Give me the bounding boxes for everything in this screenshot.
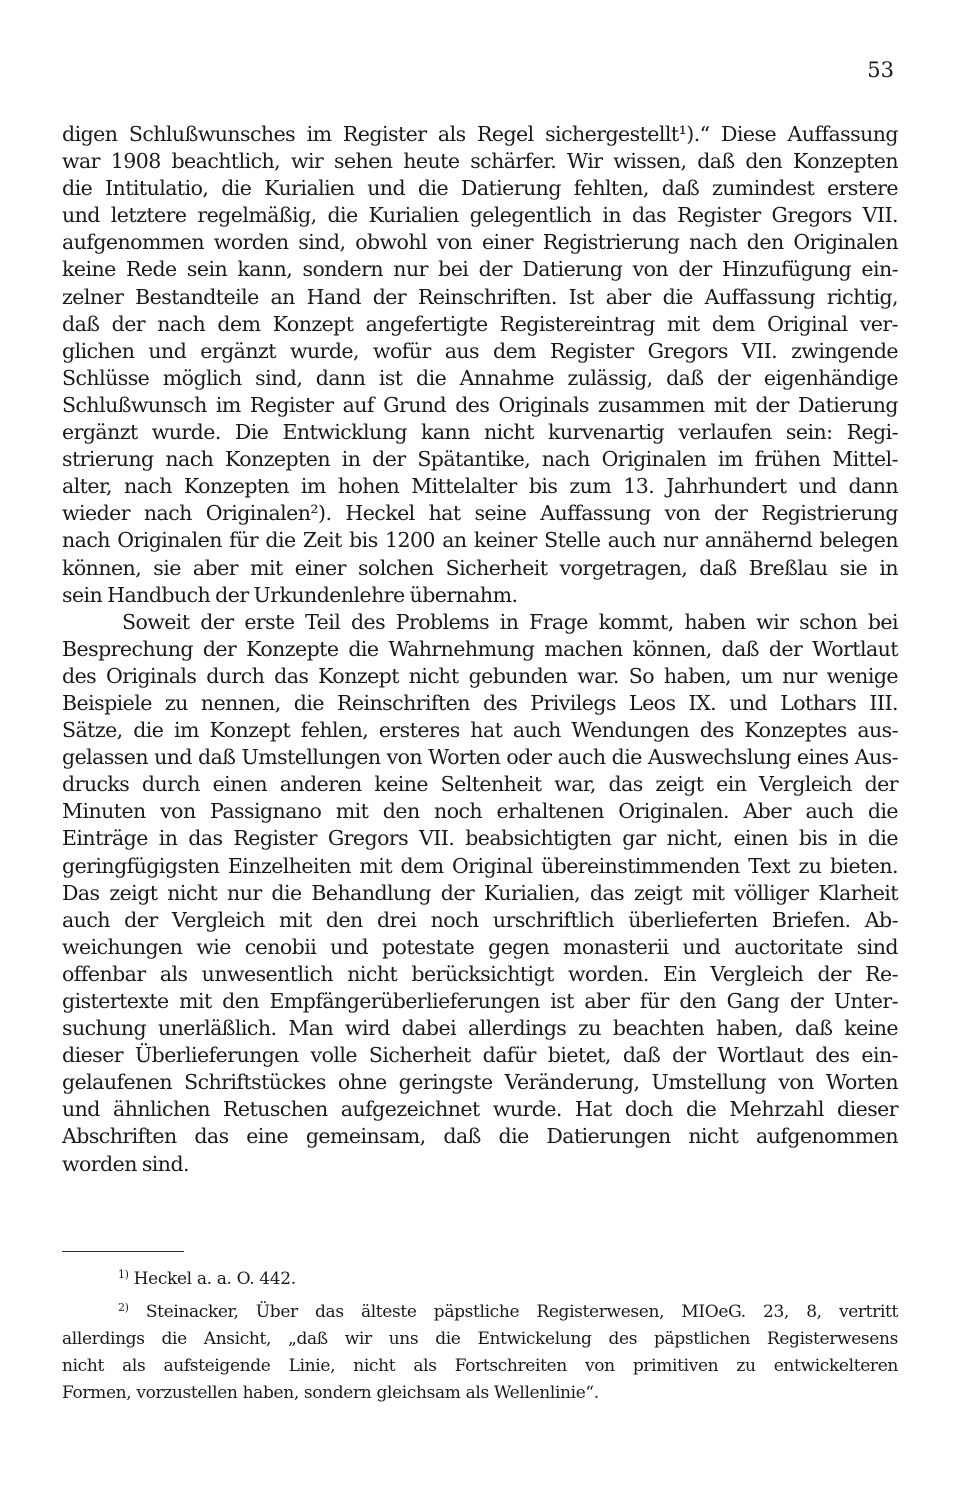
text-line: Besprechung der Konzepte die Wahrnehmung machen können, daß der Wortlaut [62, 636, 898, 661]
footnote-line: Formen, vorzustellen haben, sondern gleichsam als Wellenlinie“. [62, 1383, 599, 1403]
footnote-marker: 1) [118, 1268, 129, 1281]
text-line: Schlüsse möglich sind, dann ist die Annahme zulässig, daß der eigenhändige [62, 365, 898, 390]
text-line: worden sind. [62, 1151, 189, 1176]
text-line: Abschriften das eine gemeinsam, daß die Datierungen nicht aufgenommen [62, 1124, 898, 1149]
text-line: keine Rede sein kann, sondern nur bei der Datierung von der Hinzufügung ein- [62, 257, 898, 282]
footnote-marker: 2) [118, 1301, 129, 1314]
text-line: drucks durch einen anderen keine Seltenheit war, das zeigt ein Vergleich der [62, 772, 898, 797]
text-line: alter, nach Konzepten im hohen Mittelalter bis zum 13. Jahrhundert und dann [62, 474, 898, 499]
text-line: gistertexte mit den Empfängerüberlieferungen ist aber für den Gang der Unter- [62, 989, 898, 1013]
text-line: digen Schlußwunsches im Register als Regel sichergestellt¹).“ Diese Auffassung [62, 122, 898, 146]
text-line: geringfügigsten Einzelheiten mit dem Original übereinstimmenden Text zu bieten. [62, 853, 898, 878]
text-line: glichen und ergänzt wurde, wofür aus dem Register Gregors VII. zwingende [62, 338, 898, 363]
text-line: zelner Bestandteile an Hand der Reinschriften. Ist aber die Auffassung richtig, [62, 284, 898, 309]
footnote-line: allerdings die Ansicht, „daß wir uns die Entwickelung des päpstlichen Registerwesens [62, 1329, 898, 1349]
text-line: aufgenommen worden sind, obwohl von einer Registrierung nach den Originalen [62, 230, 898, 255]
text-line: sein Handbuch der Urkundenlehre übernahm. [62, 582, 518, 607]
text-line: Beispiele zu nennen, die Reinschriften des Privilegs Leos IX. und Lothars III. [62, 690, 898, 715]
text-line: dieser Überlieferungen volle Sicherheit dafür bietet, daß der Wortlaut des ein- [62, 1043, 898, 1068]
text-line: gelaufenen Schriftstückes ohne geringste Veränderung, Umstellung von Worten [62, 1070, 898, 1095]
text-line: daß der nach dem Konzept angefertigte Registereintrag mit dem Original ver- [62, 311, 898, 336]
main-text [62, 121, 898, 1178]
text-line: Minuten von Passignano mit den noch erhaltenen Originalen. Aber auch die [62, 799, 898, 824]
footnote-2 [62, 1299, 898, 1326]
text-line: können, sie aber mit einer solchen Sicherheit vorgetragen, daß Breßlau sie in [62, 555, 898, 580]
text-line: des Originals durch das Konzept nicht gebunden war. So haben, um nur wenige [62, 663, 898, 688]
text-line: und letztere regelmäßig, die Kurialien gelegentlich in das Register Gregors VII. [62, 203, 898, 228]
footnote-separator [62, 1251, 184, 1252]
footnote-text: Steinacker, Über das älteste päpstliche Registerwesen, MIOeG. 23, 8, vertritt [145, 1302, 898, 1322]
text-line: ergänzt wurde. Die Entwicklung kann nicht kurvenartig verlaufen sein: Regi- [62, 420, 898, 445]
text-line: Einträge in das Register Gregors VII. beabsichtigten gar nicht, einen bis in die [62, 826, 898, 851]
page-number: 53 [867, 58, 894, 82]
text-line: und ähnlichen Retuschen aufgezeichnet wurde. Hat doch die Mehrzahl dieser [62, 1097, 898, 1122]
text-line: Schlußwunsch im Register auf Grund des Originals zusammen mit der Datierung [62, 392, 898, 417]
text-line: offenbar als unwesentlich nicht berücksichtigt worden. Ein Vergleich der Re- [62, 961, 898, 986]
paragraph-start-line: Soweit der erste Teil des Problems in Frage kommt, haben wir schon bei [122, 609, 898, 634]
text-line: Das zeigt nicht nur die Behandlung der Kurialien, das zeigt mit völliger Klarheit [62, 880, 898, 905]
text-line: die Intitulatio, die Kurialien und die Datierung fehlten, daß zumindest erstere [62, 176, 898, 201]
footnotes [62, 1266, 898, 1407]
text-line: wieder nach Originalen²). Heckel hat seine Auffassung von der Registrierung [62, 501, 898, 526]
text-line: Sätze, die im Konzept fehlen, ersteres hat auch Wendungen des Konzeptes aus- [62, 718, 898, 743]
text-line: auch der Vergleich mit den drei noch urschriftlich überlieferten Briefen. Ab- [62, 907, 898, 932]
text-line: suchung unerläßlich. Man wird dabei allerdings zu beachten haben, daß keine [62, 1016, 898, 1041]
footnote-1 [62, 1266, 898, 1293]
text-line: gelassen und daß Umstellungen von Worten oder auch die Auswechslung eines Aus- [62, 745, 898, 770]
footnote-line: nicht als aufsteigende Linie, nicht als Fortschreiten von primitiven zu entwickelteren [62, 1356, 898, 1376]
text-line: nach Originalen für die Zeit bis 1200 an keiner Stelle auch nur annähernd belegen [62, 528, 898, 553]
text-line: strierung nach Konzepten in der Spätantike, nach Originalen im frühen Mittel- [62, 447, 898, 472]
text-line: war 1908 beachtlich, wir sehen heute schärfer. Wir wissen, daß den Konzepten [62, 149, 898, 174]
footnote-text: Heckel a. a. O. 442. [133, 1269, 296, 1289]
text-line: weichungen wie cenobii und potestate gegen monasterii und auctoritate sind [62, 934, 898, 959]
